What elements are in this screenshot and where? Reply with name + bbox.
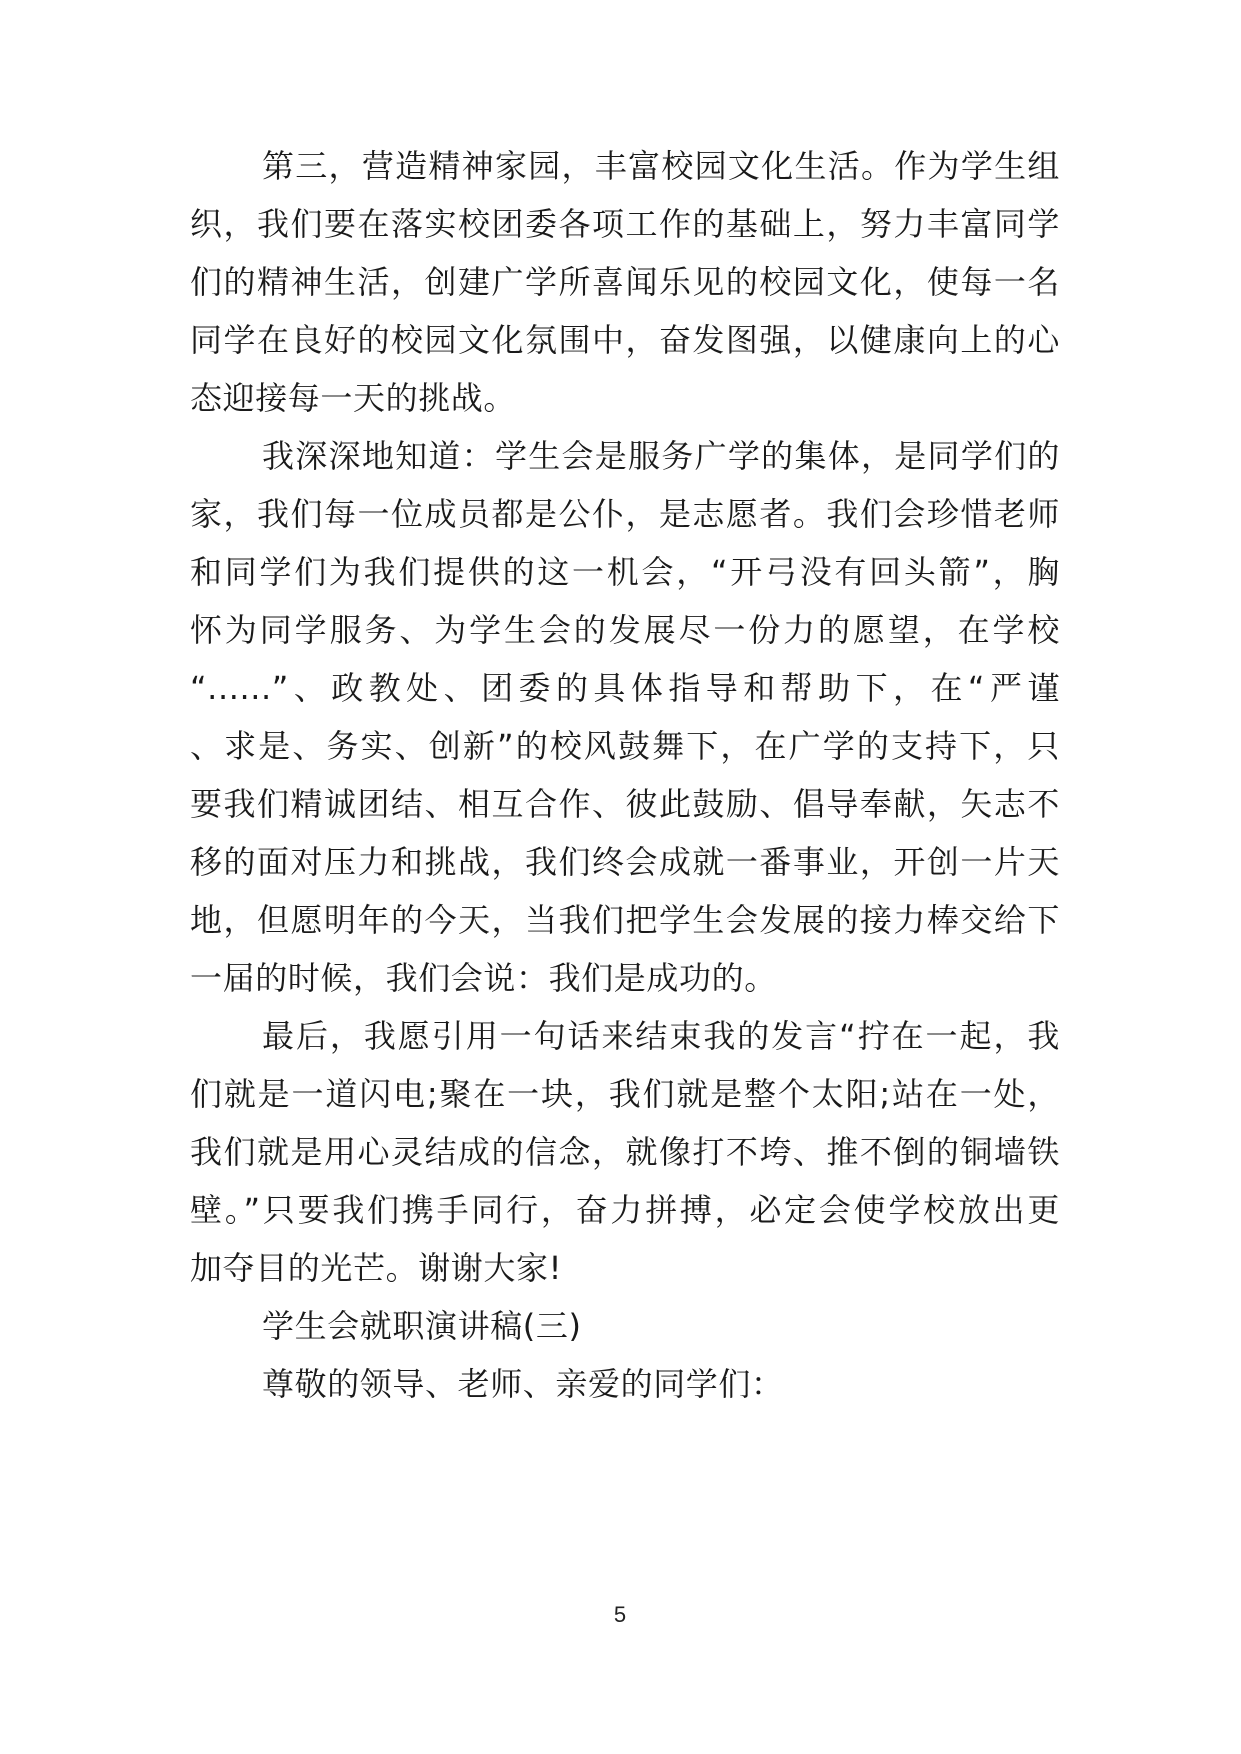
paragraph-1-line-4: 同学在良好的校园文化氛围中，奋发图强，以健康向上的心 [190,321,1060,359]
paragraph-2-line-3: 和同学们为我们提供的这一机会，“开弓没有回头箭”，胸 [190,553,1060,591]
paragraph-2-line-4: 怀为同学服务、为学生会的发展尽一份力的愿望，在学校 [190,611,1060,649]
paragraph-3-line-3: 我们就是用心灵结成的信念，就像打不垮、推不倒的铜墙铁 [190,1133,1060,1171]
paragraph-1-line-2: 织，我们要在落实校团委各项工作的基础上，努力丰富同学 [190,205,1060,243]
paragraph-3-line-1: 最后，我愿引用一句话来结束我的发言“拧在一起，我 [262,1017,1060,1055]
paragraph-1-line-5: 态迎接每一天的挑战。 [190,379,517,417]
paragraph-2-line-10: 一届的时候，我们会说：我们是成功的。 [190,959,777,997]
paragraph-2-line-5: “......”、政教处、团委的具体指导和帮助下，在“严谨 [190,669,1060,707]
paragraph-3-line-5: 加夺目的光芒。谢谢大家! [190,1249,563,1287]
paragraph-1-line-1: 第三，营造精神家园，丰富校园文化生活。作为学生组 [262,147,1060,185]
paragraph-3-line-4: 壁。”只要我们携手同行，奋力拼搏，必定会使学校放出更 [190,1191,1060,1229]
paragraph-3-line-2: 们就是一道闪电;聚在一块，我们就是整个太阳;站在一处， [190,1075,1060,1113]
page-number: 5 [613,1602,627,1627]
paragraph-2-line-2: 家，我们每一位成员都是公仆，是志愿者。我们会珍惜老师 [190,495,1060,533]
salutation: 尊敬的领导、老师、亲爱的同学们： [262,1365,784,1403]
section-heading: 学生会就职演讲稿(三) [262,1307,582,1345]
paragraph-2-line-1: 我深深地知道：学生会是服务广学的集体，是同学们的 [262,437,1060,475]
paragraph-1-line-3: 们的精神生活，创建广学所喜闻乐见的校园文化，使每一名 [190,263,1060,301]
paragraph-2-line-6: 、求是、务实、创新”的校风鼓舞下，在广学的支持下，只 [190,727,1060,765]
paragraph-2-line-9: 地，但愿明年的今天，当我们把学生会发展的接力棒交给下 [190,901,1060,939]
paragraph-2-line-7: 要我们精诚团结、相互合作、彼此鼓励、倡导奉献，矢志不 [190,785,1060,823]
paragraph-2-line-8: 移的面对压力和挑战，我们终会成就一番事业，开创一片天 [190,843,1060,881]
